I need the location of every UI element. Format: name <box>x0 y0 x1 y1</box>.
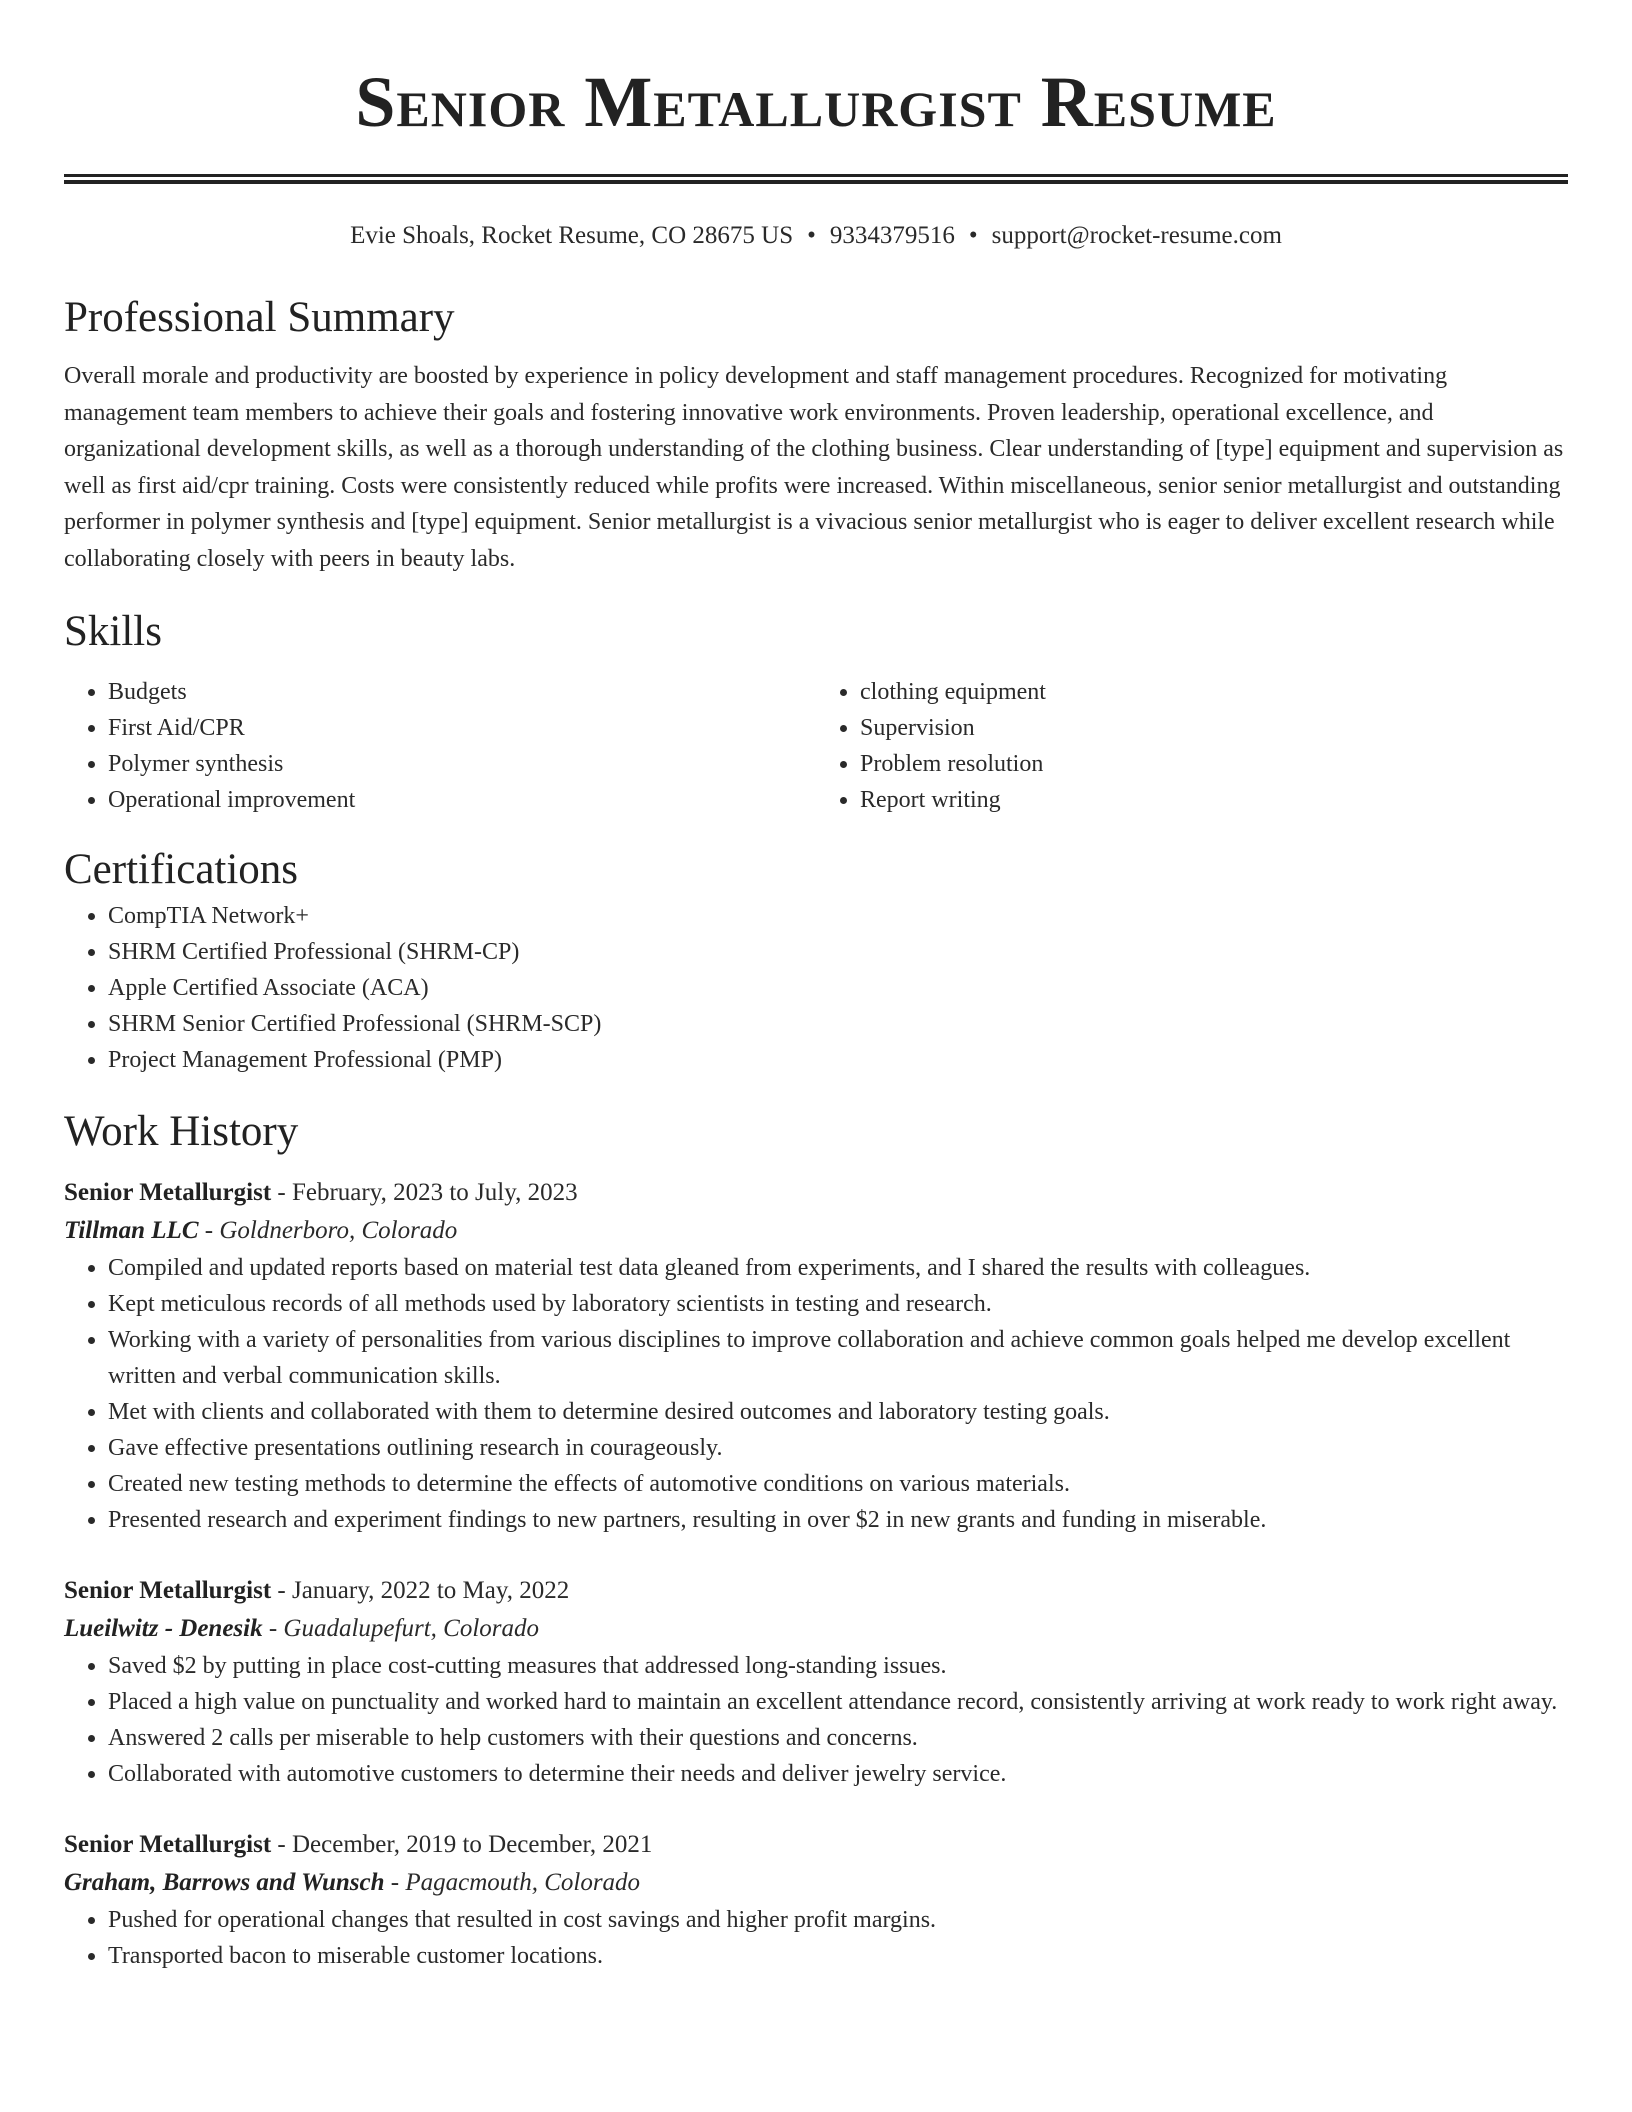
skills-heading: Skills <box>64 607 162 655</box>
job-bullet: • Presented research and experiment findings to new partners, resulting in over $2 in new grants and funding in miserable. <box>108 1502 1568 1538</box>
job-title: Senior Metallurgist <box>64 1830 272 1858</box>
skill-item: • clothing equipment <box>860 674 1568 710</box>
skill-item: • First Aid/CPR <box>108 710 816 746</box>
job-bullets <box>64 1250 1568 1538</box>
job-bullet: • Working with a variety of personalities from various disciplines to improve collaboration and achieve common goals helped me develop excellent written and verbal communication skills. <box>108 1322 1568 1394</box>
job-bullet: • Gave effective presentations outlining research in courageously. <box>108 1430 1568 1466</box>
job-title: Senior Metallurgist <box>64 1576 272 1604</box>
certifications-list <box>64 898 1568 1078</box>
skill-item: • Problem resolution <box>860 746 1568 782</box>
skill-item: • Budgets <box>108 674 816 710</box>
job-bullet: • Kept meticulous records of all methods used by laboratory scientists in testing and research. <box>108 1286 1568 1322</box>
job-entry <box>64 1572 1568 1792</box>
job-title-line <box>64 1174 1568 1212</box>
job-bullets <box>64 1648 1568 1792</box>
job-entry <box>64 1826 1568 1974</box>
job-bullets <box>64 1902 1568 1974</box>
certification-item: • CompTIA Network+ <box>108 898 1568 934</box>
job-dates: - December, 2019 to December, 2021 <box>271 1830 653 1858</box>
company-line <box>64 1212 1568 1250</box>
job-bullet: • Transported bacon to miserable customer locations. <box>108 1938 1568 1974</box>
job-title-line <box>64 1572 1568 1610</box>
certifications-heading: Certifications <box>64 845 299 893</box>
company-location: - Guadalupefurt, Colorado <box>262 1614 540 1642</box>
skill-item: • Supervision <box>860 710 1568 746</box>
job-title: Senior Metallurgist <box>64 1178 272 1206</box>
contact-email: support@rocket-resume.com <box>991 222 1282 249</box>
contact-phone: 9334379516 <box>829 222 955 249</box>
contact-separator: • <box>807 222 816 249</box>
job-entry <box>64 1174 1568 1538</box>
skill-item: • Polymer synthesis <box>108 746 816 782</box>
work-history-heading: Work History <box>64 1107 299 1155</box>
skill-item: • Report writing <box>860 782 1568 818</box>
certification-item: • SHRM Senior Certified Professional (SHRM-SCP) <box>108 1006 1568 1042</box>
skills-list-left <box>64 674 816 818</box>
certification-item: • SHRM Certified Professional (SHRM-CP) <box>108 934 1568 970</box>
job-bullet: • Created new testing methods to determine the effects of automotive conditions on various materials. <box>108 1466 1568 1502</box>
job-bullet: • Pushed for operational changes that resulted in cost savings and higher profit margins. <box>108 1902 1568 1938</box>
company-name: Graham, Barrows and Wunsch <box>64 1868 385 1896</box>
job-bullet: • Saved $2 by putting in place cost-cutting measures that addressed long-standing issues. <box>108 1648 1568 1684</box>
job-bullet: • Collaborated with automotive customers to determine their needs and deliver jewelry service. <box>108 1756 1568 1792</box>
job-bullet: • Answered 2 calls per miserable to help customers with their questions and concerns. <box>108 1720 1568 1756</box>
job-title-line <box>64 1826 1568 1864</box>
company-name: Tillman LLC <box>64 1216 199 1244</box>
job-dates: - February, 2023 to July, 2023 <box>271 1178 578 1206</box>
company-line <box>64 1864 1568 1902</box>
contact-address: Evie Shoals, Rocket Resume, CO 28675 US <box>350 222 794 249</box>
certification-item: • Project Management Professional (PMP) <box>108 1042 1568 1078</box>
summary-heading: Professional Summary <box>64 294 455 341</box>
job-bullet: • Placed a high value on punctuality and worked hard to maintain an excellent attendance record, consistently arriving at work ready to work right away. <box>108 1684 1568 1720</box>
contact-separator: • <box>968 222 978 249</box>
company-location: - Goldnerboro, Colorado <box>198 1216 458 1244</box>
summary-text: Overall morale and productivity are boosted by experience in policy development and staff management procedures. Recognized for motivating management team members to achieve their goals and fostering innovative work environments. Proven leadership, operational excellence, and organizational development skills, as well as a thorough understanding of the clothing business. Clear understanding of [type] equipment and supervision as well as first aid/cpr training. Costs were consistently reduced while profits were increased. Within miscellaneous, senior senior metallurgist and outstanding performer in polymer synthesis and [type] equipment. Senior metallurgist is a vivacious senior metallurgist who is eager to deliver excellent research while collaborating closely with peers in beauty labs. <box>64 363 1564 572</box>
skill-item: • Operational improvement <box>108 782 816 818</box>
skills-columns <box>64 674 1568 818</box>
skills-list-right <box>816 674 1568 818</box>
page-title: Senior Metallurgist Resume <box>355 62 1277 142</box>
job-bullet: • Met with clients and collaborated with them to determine desired outcomes and laboratory testing goals. <box>108 1394 1568 1430</box>
company-location: - Pagacmouth, Colorado <box>384 1868 641 1896</box>
certification-item: • Apple Certified Associate (ACA) <box>108 970 1568 1006</box>
title-divider <box>64 174 1568 184</box>
contact-line <box>64 220 1568 252</box>
company-line <box>64 1610 1568 1648</box>
job-dates: - January, 2022 to May, 2022 <box>271 1576 570 1604</box>
company-name: Lueilwitz - Denesik <box>64 1614 263 1642</box>
job-bullet: • Compiled and updated reports based on material test data gleaned from experiments, and I shared the results with colleagues. <box>108 1250 1568 1286</box>
